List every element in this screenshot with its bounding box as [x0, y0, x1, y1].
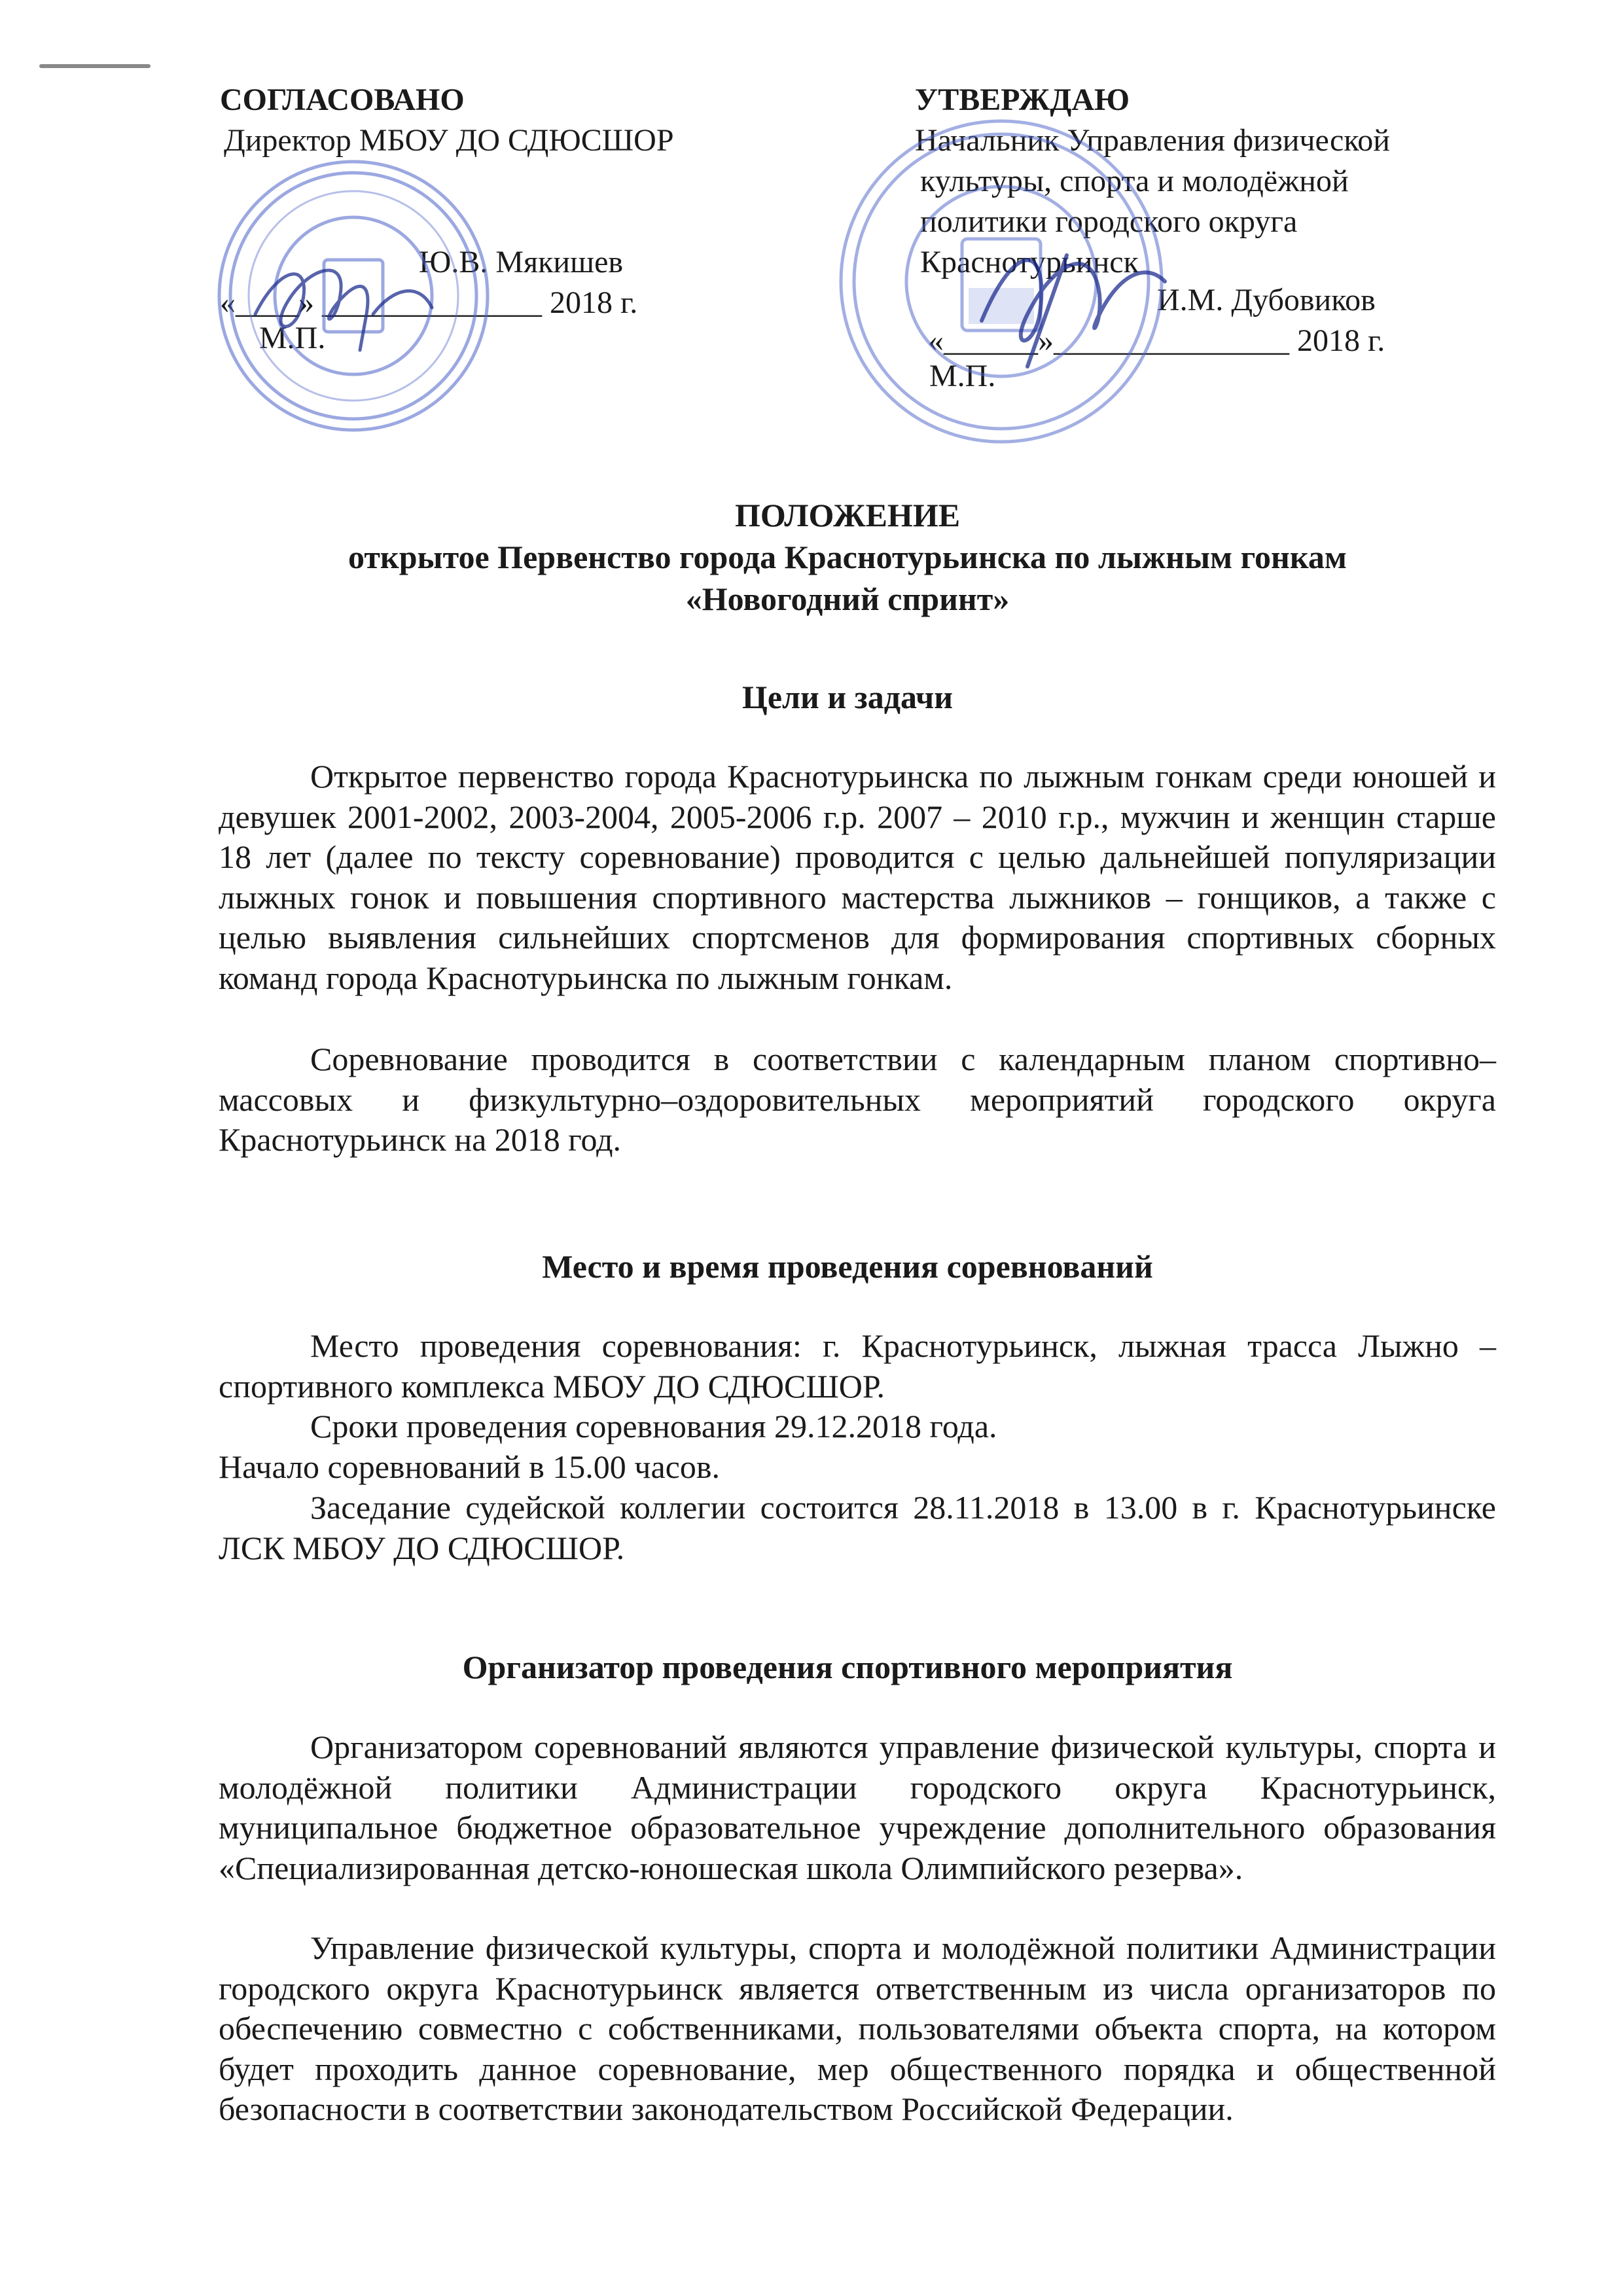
approval-right-seal-label: М.П. [929, 359, 996, 393]
signature-right [969, 216, 1185, 380]
approval-left-date: «____» ______________ 2018 г. [220, 285, 638, 320]
organizer-paragraph-1: Организатором соревнований являются управление физической культуры, спорта и молодёжной политики Администрации городского округа Краснотурьинск, муниципальное бюджетное образовательное учреждение дополнительного образования «Специализированная детско-юношеская школа Олимпийского резерва». [219, 1729, 1496, 1886]
approval-right-signer: И.М. Дубовиков [1157, 283, 1376, 317]
approval-right-heading: УТВЕРЖДАЮ [915, 82, 1130, 117]
event-name: «Новогодний спринт» [685, 581, 1010, 617]
approval-left-signer: Ю.В. Мякишев [419, 245, 624, 279]
approval-right-position-line-4: Краснотурьинск [920, 245, 1139, 279]
signature-left [242, 236, 445, 367]
place-paragraph-3: Начало соревнований в 15.00 часов. [219, 1448, 720, 1485]
approval-left-heading: СОГЛАСОВАНО [220, 82, 465, 117]
section-heading-organizer: Организатор проведения спортивного мероприятия [462, 1649, 1233, 1685]
scan-artifact-line [39, 64, 151, 68]
approval-left-position: Директор МБОУ ДО СДЮСШОР [224, 123, 674, 158]
approval-right-position-line-3: политики городского округа [920, 204, 1298, 239]
approval-right-position-line-2: культуры, спорта и молодёжной [920, 164, 1349, 198]
approval-left-seal-label: М.П. [259, 321, 326, 355]
organizer-paragraph-2: Управление физической культуры, спорта и молодёжной политики Администрации городского округа Краснотурьинск является ответственным из числа организаторов по обеспечению совместно с собственниками, пользователями объекта спорта, на котором будет проходить данное соревнование, мер общественного порядка и общественной безопасности в соответствии законодательством Российской Федерации. [219, 1929, 1496, 2127]
goals-paragraph-2: Соревнование проводится в соответствии с календарным планом спортивно–массовых и физкультурно–оздоровительных мероприятий городского округа Краснотурьинск на 2018 год. [219, 1041, 1496, 1158]
document-subtitle: открытое Первенство города Краснотурьинска по лыжным гонкам [348, 539, 1347, 575]
approval-right-date: «______»_______________ 2018 г. [928, 323, 1385, 358]
place-paragraph-4: Заседание судейской коллегии состоится 28.11.2018 в 13.00 в г. Краснотурьинске ЛСК МБОУ ДО СДЮСШОР. [219, 1489, 1496, 1566]
place-paragraph-2: Сроки проведения соревнования 29.12.2018 года. [310, 1408, 997, 1444]
section-heading-place: Место и время проведения соревнований [542, 1248, 1153, 1285]
document-title: ПОЛОЖЕНИЕ [734, 497, 961, 533]
approval-right-position-line-1: Начальник Управления физической [915, 123, 1390, 158]
place-paragraph-1: Место проведения соревнования: г. Краснотурьинск, лыжная трасса Лыжно – спортивного комплекса МБОУ ДО СДЮСШОР. [219, 1327, 1496, 1405]
goals-paragraph-1: Открытое первенство города Краснотурьинска по лыжным гонкам среди юношей и девушек 2001-2002, 2003-2004, 2005-2006 г.р. 2007 – 2010 г.р., мужчин и женщин старше 18 лет (далее по тексту соревнование) проводится с целью дальнейшей популяризации лыжных гонок и повышения спортивного мастерства лыжников – гонщиков, а также с целью выявления сильнейших спортсменов для формирования спортивных сборных команд города Краснотурьинска по лыжным гонкам. [219, 758, 1496, 996]
section-heading-goals: Цели и задачи [741, 679, 954, 715]
